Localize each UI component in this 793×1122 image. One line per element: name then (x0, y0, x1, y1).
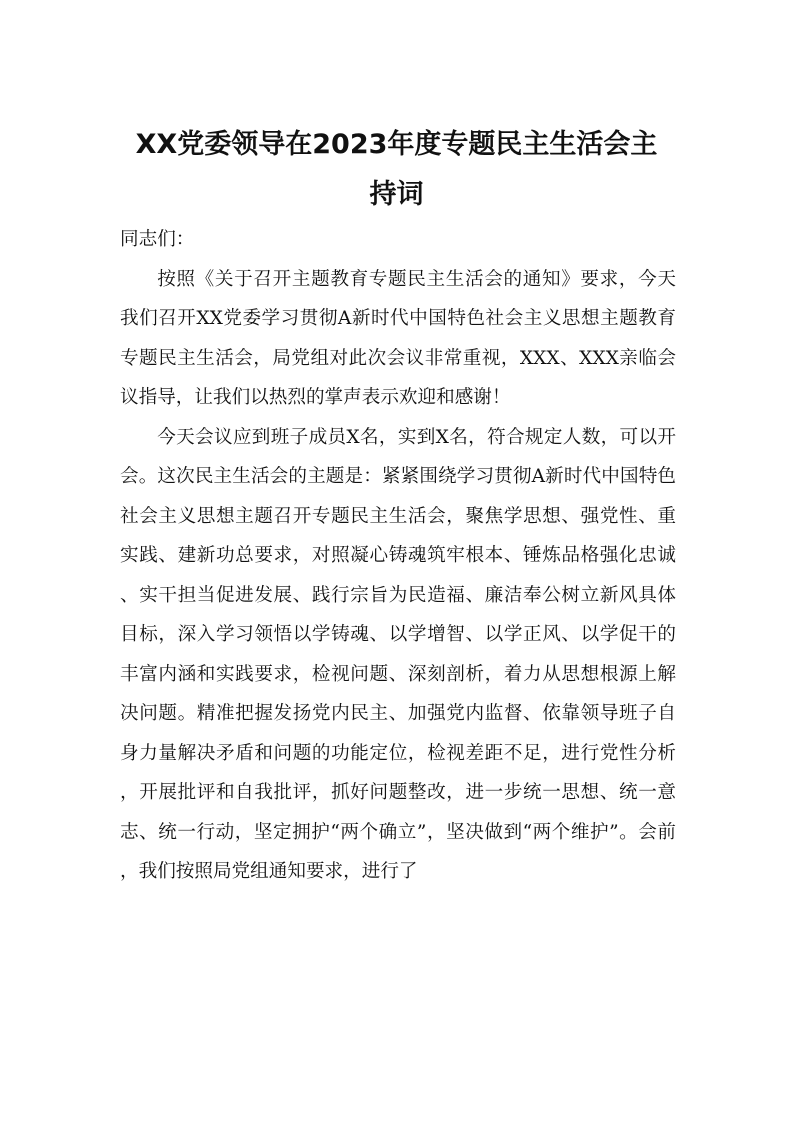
document-title-line-2: 持词 (369, 179, 424, 210)
paragraph-1: 按照《关于召开主题教育专题民主生活会的通知》要求，今天我们召开XX党委学习贯彻A新时代中国特色社会主义思想主题教育专题民主生活会，局党组对此次会议非常重视，XXX、XXX亲临会议指导，让我们以热烈的掌声表示欢迎和感谢！ (120, 268, 676, 408)
document-body (120, 220, 676, 892)
salutation: 同志们： (120, 229, 195, 250)
document-title-line-1: XX党委领导在2023年度专题民主生活会主 (135, 129, 658, 160)
paragraph-2: 今天会议应到班子成员X名，实到X名，符合规定人数，可以开会。这次民主生活会的主题是：紧紧围绕学习贯彻A新时代中国特色社会主义思想主题召开专题民主生活会，聚焦学思想、强党性、重实践、建新功总要求，对照凝心铸魂筑牢根本、锤炼品格强化忠诚、实干担当促进发展、践行宗旨为民造福、廉洁奉公树立新风具体目标，深入学习领悟以学铸魂、以学增智、以学正风、以学促干的丰富内涵和实践要求，检视问题、深刻剖析，着力从思想根源上解决问题。精准把握发扬党内民主、加强党内监督、依靠领导班子自身力量解决矛盾和问题的功能定位，检视差距不足，进行党性分析，开展批评和自我批评，抓好问题整改，进一步统一思想、统一意志、统一行动，坚定拥护“两个确立”，坚决做到“两个维护”。会前，我们按照局党组通知要求，进行了 (120, 426, 676, 882)
